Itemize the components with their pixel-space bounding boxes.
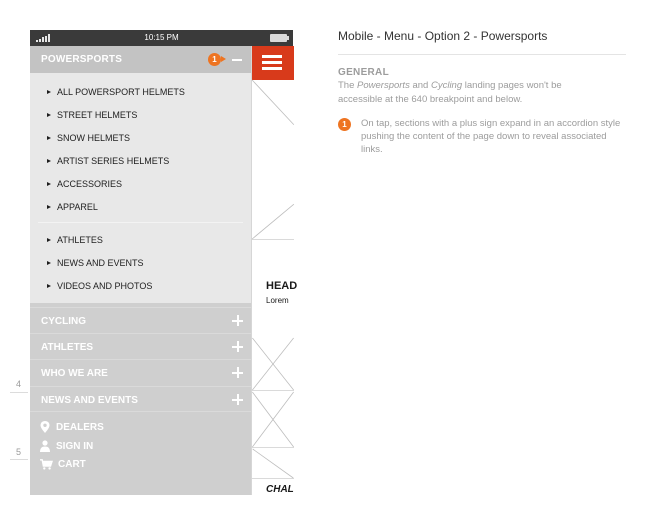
general-note: The Powersports and Cycling landing pages won't be accessible at the 640 breakpoint and below. (338, 80, 562, 105)
menu-section-label: ATHLETES (41, 342, 94, 353)
dealers-link[interactable] (40, 421, 104, 433)
bullet-triangle-icon (47, 159, 51, 163)
person-icon (40, 440, 50, 452)
submenu-item[interactable]: STREET HELMETS (47, 110, 137, 120)
bullet-triangle-icon (47, 205, 51, 209)
expand-plus-icon[interactable] (232, 315, 243, 326)
expand-plus-icon[interactable] (232, 341, 243, 352)
bullet-triangle-icon (47, 182, 51, 186)
bullet-triangle-icon (47, 113, 51, 117)
cart-icon (40, 459, 52, 470)
menu-section-label: CYCLING (41, 316, 86, 327)
annotation-note: On tap, sections with a plus sign expand in an accordion style pushing the content of the page down to reveal associated links. (361, 118, 621, 155)
cart-label: CART (58, 459, 86, 470)
image-placeholder (252, 392, 294, 448)
menu-section-cycling[interactable] (30, 307, 251, 333)
margin-number-5: 5 (16, 447, 22, 457)
expand-plus-icon[interactable] (232, 367, 243, 378)
sign-in-link[interactable] (40, 440, 93, 452)
expand-plus-icon[interactable] (232, 394, 243, 405)
content-body-text: Lorem (266, 296, 289, 305)
menu-section-who-we-are[interactable] (30, 359, 251, 385)
menu-section-label: NEWS AND EVENTS (41, 395, 138, 406)
menu-section-powersports[interactable] (30, 46, 251, 73)
powersports-submenu (30, 73, 251, 303)
phone-frame (30, 30, 298, 495)
image-placeholder (252, 449, 294, 479)
submenu-item[interactable]: ATHLETES (47, 235, 103, 245)
status-time: 10:15 PM (144, 33, 179, 42)
section-heading-general: GENERAL (338, 67, 389, 78)
annotation-badge: 1 (208, 53, 221, 66)
margin-marker-line (10, 392, 28, 393)
menu-section-label: POWERSPORTS (41, 54, 123, 65)
cart-link[interactable] (40, 459, 86, 470)
status-bar (30, 30, 293, 46)
map-pin-icon (40, 421, 50, 433)
bullet-triangle-icon (47, 238, 51, 242)
menu-section-athletes[interactable] (30, 333, 251, 359)
menu-drawer (30, 46, 251, 495)
bullet-triangle-icon (47, 261, 51, 265)
submenu-item[interactable]: ALL POWERSPORT HELMETS (47, 87, 185, 97)
submenu-item[interactable]: ARTIST SERIES HELMETS (47, 156, 169, 166)
image-placeholder (252, 80, 294, 240)
margin-number-4: 4 (16, 379, 22, 389)
document-title: Mobile - Menu - Option 2 - Powersports (338, 29, 548, 43)
content-heading-secondary: CHAL (266, 484, 294, 495)
title-divider (338, 54, 626, 55)
annotation-badge: 1 (338, 118, 351, 131)
bullet-triangle-icon (47, 284, 51, 288)
menu-section-news-and-events[interactable] (30, 386, 251, 412)
submenu-item[interactable]: ACCESSORIES (47, 179, 122, 189)
image-placeholder (252, 338, 294, 391)
menu-section-label: WHO WE ARE (41, 368, 108, 379)
content-heading: HEAD (266, 280, 298, 292)
sign-in-label: SIGN IN (56, 440, 94, 452)
submenu-item[interactable]: NEWS AND EVENTS (47, 258, 144, 268)
submenu-item[interactable]: SNOW HELMETS (47, 133, 130, 143)
margin-marker-line (10, 459, 28, 460)
dealers-label: DEALERS (56, 421, 104, 433)
collapse-minus-icon[interactable] (232, 59, 242, 61)
submenu-divider (38, 222, 243, 223)
submenu-item[interactable]: VIDEOS AND PHOTOS (47, 281, 152, 291)
submenu-item[interactable]: APPAREL (47, 202, 98, 212)
battery-icon (270, 34, 287, 42)
bullet-triangle-icon (47, 90, 51, 94)
bullet-triangle-icon (47, 136, 51, 140)
hamburger-menu-button[interactable] (252, 46, 294, 80)
page-content-peek (251, 46, 298, 495)
